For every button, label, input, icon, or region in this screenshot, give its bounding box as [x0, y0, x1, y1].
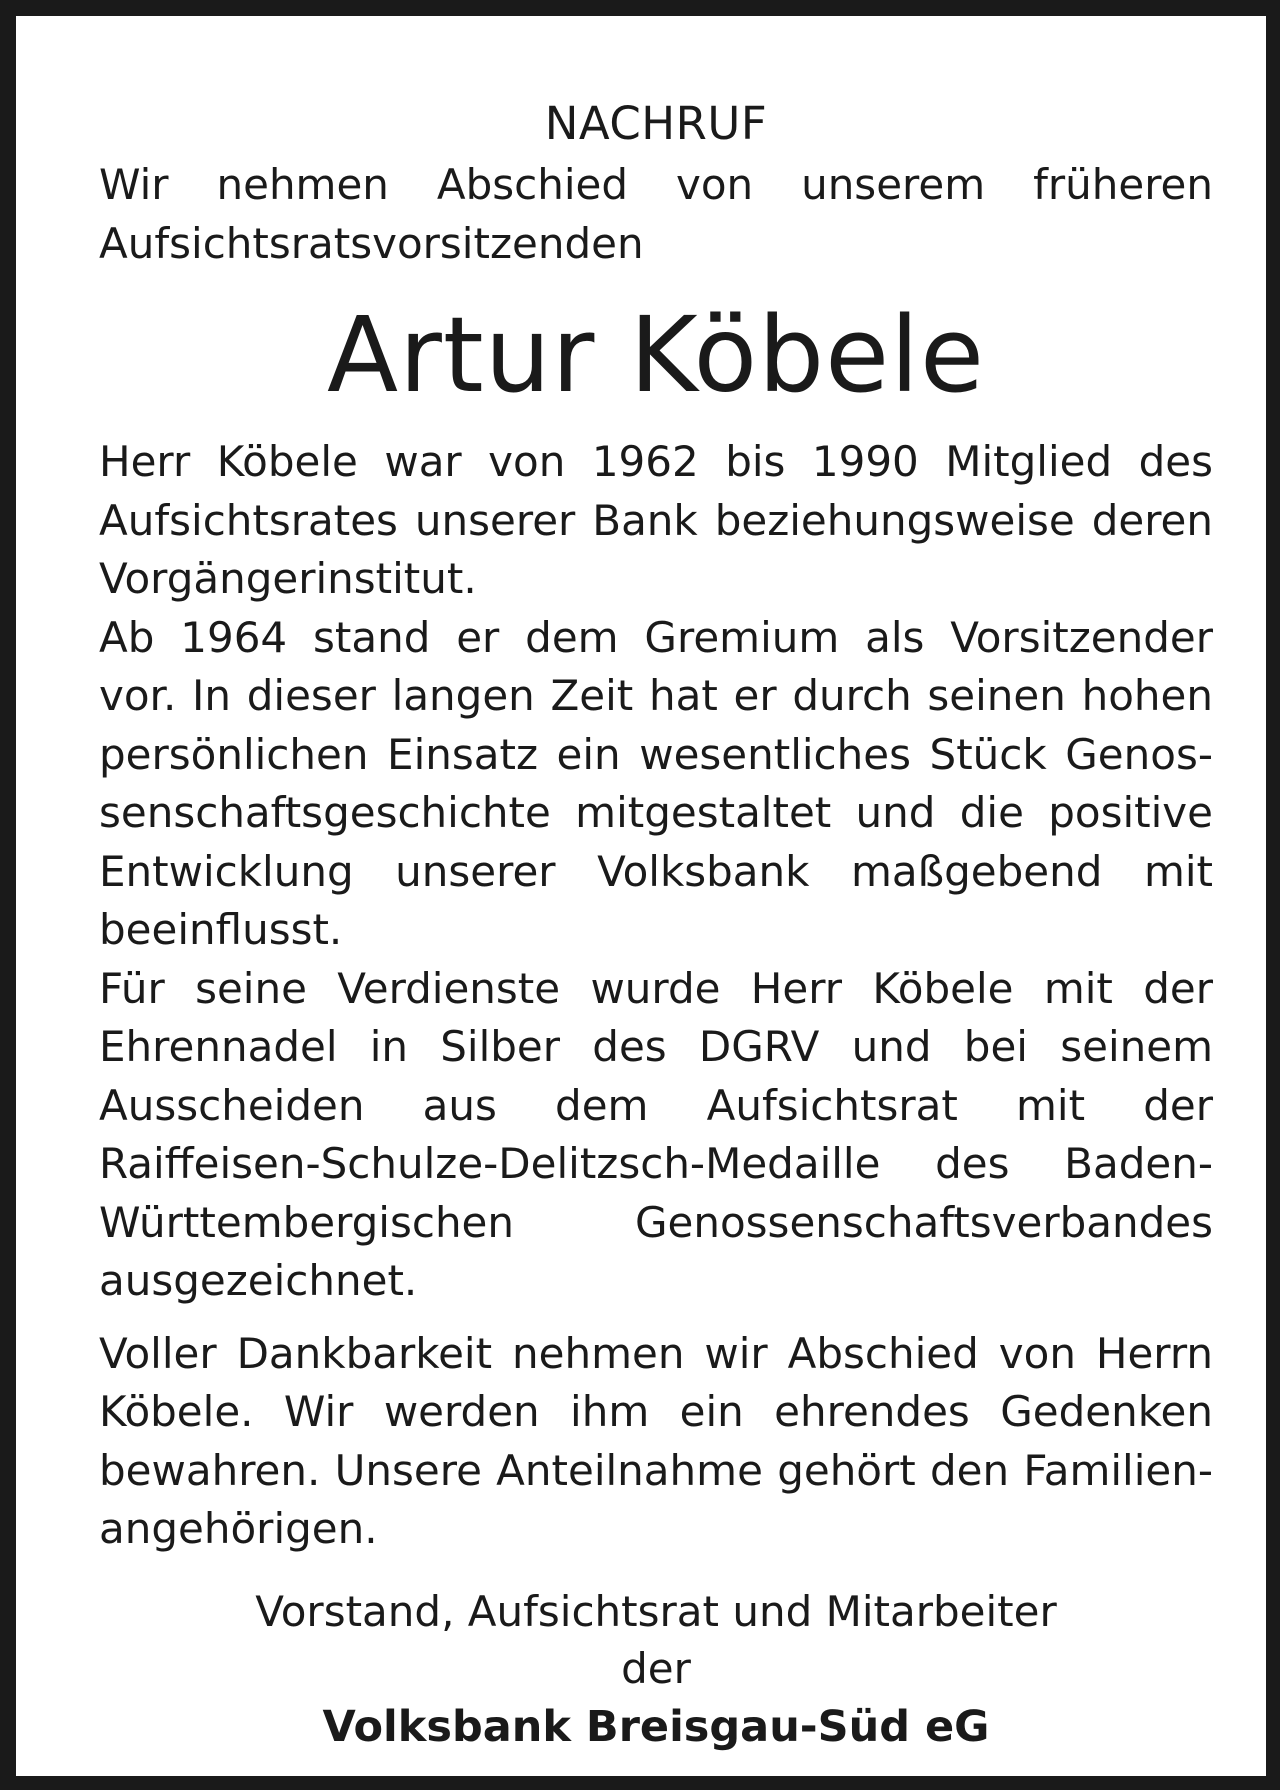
signature-connector: der [621, 1643, 691, 1693]
paragraph-membership: Herr Köbele war von 1962 bis 1990 Mitglied des Aufsichtsrates unserer Bank beziehungsweise deren Vorgängerinstitut. [99, 437, 1213, 603]
deceased-name: Artur Köbele [327, 294, 985, 416]
bank-name: Volksbank Breisgau-Süd eG [322, 1701, 990, 1752]
intro-line: Wir nehmen Abschied von unserem früheren [99, 160, 1213, 209]
paragraph-honours: Für seine Verdienste wurde Herr Köbele mit der Ehrennadel in Silber des DGRV und bei seinem Ausscheiden aus dem Aufsichtsrat mit der Raiffeisen-Schulze-Delitzsch-Medaille des Baden-Württembergischen Genossenschaftsverbandes ausgezeichnet. [99, 963, 1213, 1305]
paragraph-chairman: Ab 1964 stand er dem Gremium als Vorsitzender vor. In dieser langen Zeit hat er durch seinen hohen persönlichen Einsatz ein wesentliches Stück Genossenschaftsgeschichte mitgestaltet und die positive Entwicklung unserer Volksbank maßgebend mit beeinflusst. [99, 612, 1213, 954]
notice-content [99, 92, 1213, 1757]
notice-heading: NACHRUF [544, 97, 768, 150]
paragraph-spacer [99, 1311, 1213, 1325]
paragraph-farewell: Voller Dankbarkeit nehmen wir Abschied von Herrn Köbele. Wir werden ihm ein ehrendes Gedenken bewahren. Unsere Anteilnahme gehört den Familienangehörigen. [99, 1328, 1213, 1553]
signature-block [99, 1583, 1213, 1757]
signature-line: Vorstand, Aufsichtsrat und Mitarbeiter [255, 1586, 1057, 1636]
intro-line-2: Aufsichtsratsvorsitzenden [99, 218, 644, 268]
